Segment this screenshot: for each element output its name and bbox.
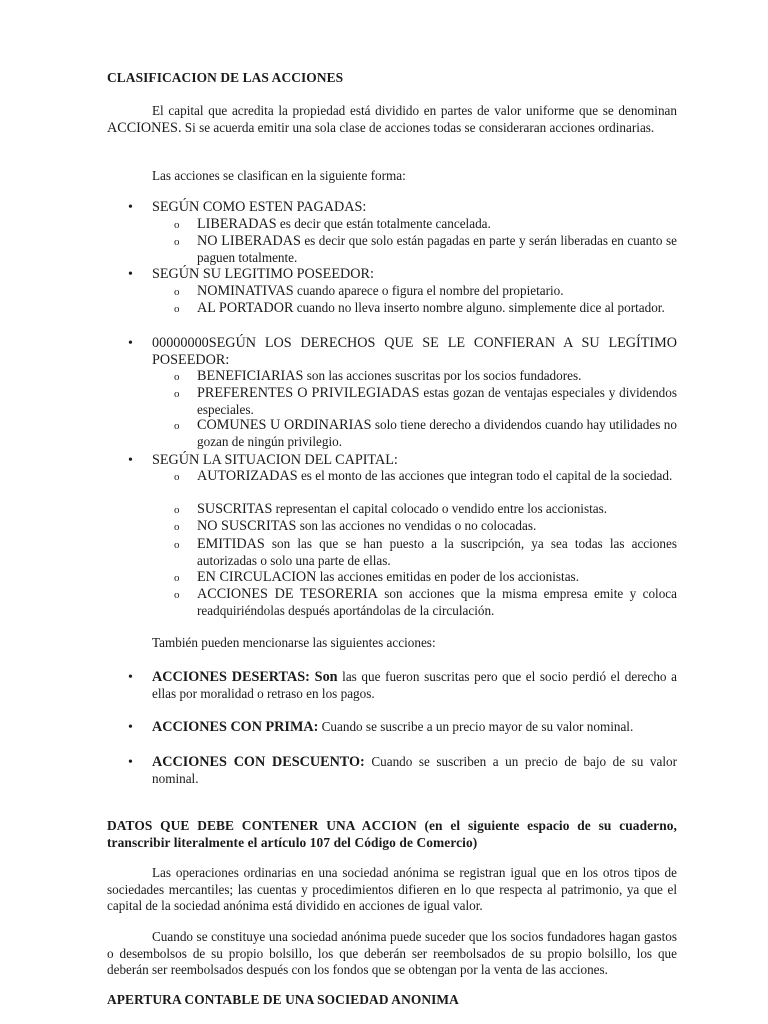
sub-bullet-marker: o (174, 236, 180, 248)
list-item-no-suscritas: NO SUSCRITAS son las acciones no vendidas o no colocadas. (197, 518, 537, 534)
also-mention-paragraph: También pueden mencionarse las siguientes acciones: (152, 635, 436, 650)
sub-bullet-marker: o (174, 286, 180, 298)
intro-paragraph (107, 103, 677, 136)
group-heading-capital: SEGÚN LA SITUACION DEL CAPITAL: (152, 452, 398, 468)
list-item-liberadas: LIBERADAS es decir que están totalmente cancelada. (197, 216, 491, 232)
bullet-marker: • (128, 720, 133, 735)
intro-text-a: El capital que acredita la propiedad está dividido en partes de valor uniforme que se denominan (152, 103, 677, 118)
apertura-heading: APERTURA CONTABLE DE UNA SOCIEDAD ANONIMA (107, 992, 459, 1007)
section-title: CLASIFICACION DE LAS ACCIONES (107, 70, 344, 85)
sub-bullet-marker: o (174, 572, 180, 584)
bullet-marker: • (128, 755, 133, 770)
bullet-marker: • (128, 336, 133, 351)
sub-bullet-marker: o (174, 388, 180, 400)
list-item-nominativas: NOMINATIVAS cuando aparece o figura el nombre del propietario. (197, 283, 564, 299)
list-item-al-portador: AL PORTADOR cuando no lleva inserto nombre alguno. simplemente dice al portador. (197, 300, 665, 316)
list-item-preferentes: PREFERENTES O PRIVILEGIADAS estas gozan de ventajas especiales y dividendos especiales. (197, 385, 677, 417)
sub-bullet-marker: o (174, 219, 180, 231)
intro-term-acciones: ACCIONES. (107, 119, 182, 136)
list-item-en-circulacion: EN CIRCULACION las acciones emitidas en poder de los accionistas. (197, 569, 579, 585)
sub-bullet-marker: o (174, 420, 180, 432)
list-item-con-prima: ACCIONES CON PRIMA: Cuando se suscribe a un precio mayor de su valor nominal. (152, 719, 634, 735)
sub-bullet-marker: o (174, 589, 180, 601)
sub-bullet-marker: o (174, 303, 180, 315)
bullet-marker: • (128, 453, 133, 468)
constituye-paragraph: Cuando se constituye una sociedad anónima puede suceder que los socios fundadores hagan gastos o desembolsos de su propio bolsillo, los que deberán ser reembolsados de su propio bolsillo, los que deberán ser reembolsados después con los fondos que se obtengan por la venta de las acciones. (107, 929, 677, 977)
sub-bullet-marker: o (174, 504, 180, 516)
bullet-marker: • (128, 267, 133, 282)
list-item-emitidas: EMITIDAS son las que se han puesto a la suscripción, ya sea todas las acciones autorizadas o solo una parte de ellas. (197, 536, 677, 568)
sub-bullet-marker: o (174, 521, 180, 533)
operaciones-paragraph: Las operaciones ordinarias en una sociedad anónima se registran igual que en los otros tipos de sociedades mercantiles; las cuentas y procedimientos difieren en lo que respecta al patrimonio, ya que el capital de la sociedad anónima está dividido en acciones de igual valor. (107, 865, 677, 913)
datos-heading: DATOS QUE DEBE CONTENER UNA ACCION (en el siguiente espacio de su cuaderno, transcribir literalmente el artículo 107 del Código de Comercio) (107, 818, 677, 850)
list-item-autorizadas: AUTORIZADAS es el monto de las acciones que integran todo el capital de la sociedad. (197, 468, 673, 484)
list-item-suscritas: SUSCRITAS representan el capital colocado o vendido entre los accionistas. (197, 501, 608, 517)
sub-bullet-marker: o (174, 539, 180, 551)
classification-intro: Las acciones se clasifican en la siguiente forma: (152, 168, 406, 183)
bullet-marker: • (128, 200, 133, 215)
sub-bullet-marker: o (174, 471, 180, 483)
group-heading-pagadas: SEGÚN COMO ESTEN PAGADAS: (152, 199, 367, 215)
list-item-no-liberadas: NO LIBERADAS es decir que solo están pagadas en parte y serán liberadas en cuanto se paguen totalmente. (197, 233, 677, 265)
group-heading-derechos: 00000000SEGÚN LOS DERECHOS QUE SE LE CONFIERAN A SU LEGÍTIMO POSEEDOR: (152, 335, 677, 368)
list-item-desertas: ACCIONES DESERTAS: Son las que fueron suscritas pero que el socio perdió el derecho a ellas por moralidad o retraso en los pagos. (152, 669, 677, 701)
list-item-beneficiarias: BENEFICIARIAS son las acciones suscritas por los socios fundadores. (197, 368, 582, 384)
list-item-comunes: COMUNES U ORDINARIAS solo tiene derecho a dividendos cuando hay utilidades no gozan de ningún privilegio. (197, 417, 677, 449)
group-heading-poseedor: SEGÚN SU LEGITIMO POSEEDOR: (152, 266, 374, 282)
bullet-marker: • (128, 670, 133, 685)
list-item-tesoreria: ACCIONES DE TESORERIA son acciones que la misma empresa emite y coloca readquiriéndolas después aportándolas de la circulación. (197, 586, 678, 618)
list-item-con-descuento: ACCIONES CON DESCUENTO: Cuando se suscriben a un precio de bajo de su valor nominal. (152, 754, 677, 786)
intro-text-c: Si se acuerda emitir una sola clase de acciones todas se consideraran acciones ordinarias. (181, 119, 655, 135)
sub-bullet-marker: o (174, 371, 180, 383)
